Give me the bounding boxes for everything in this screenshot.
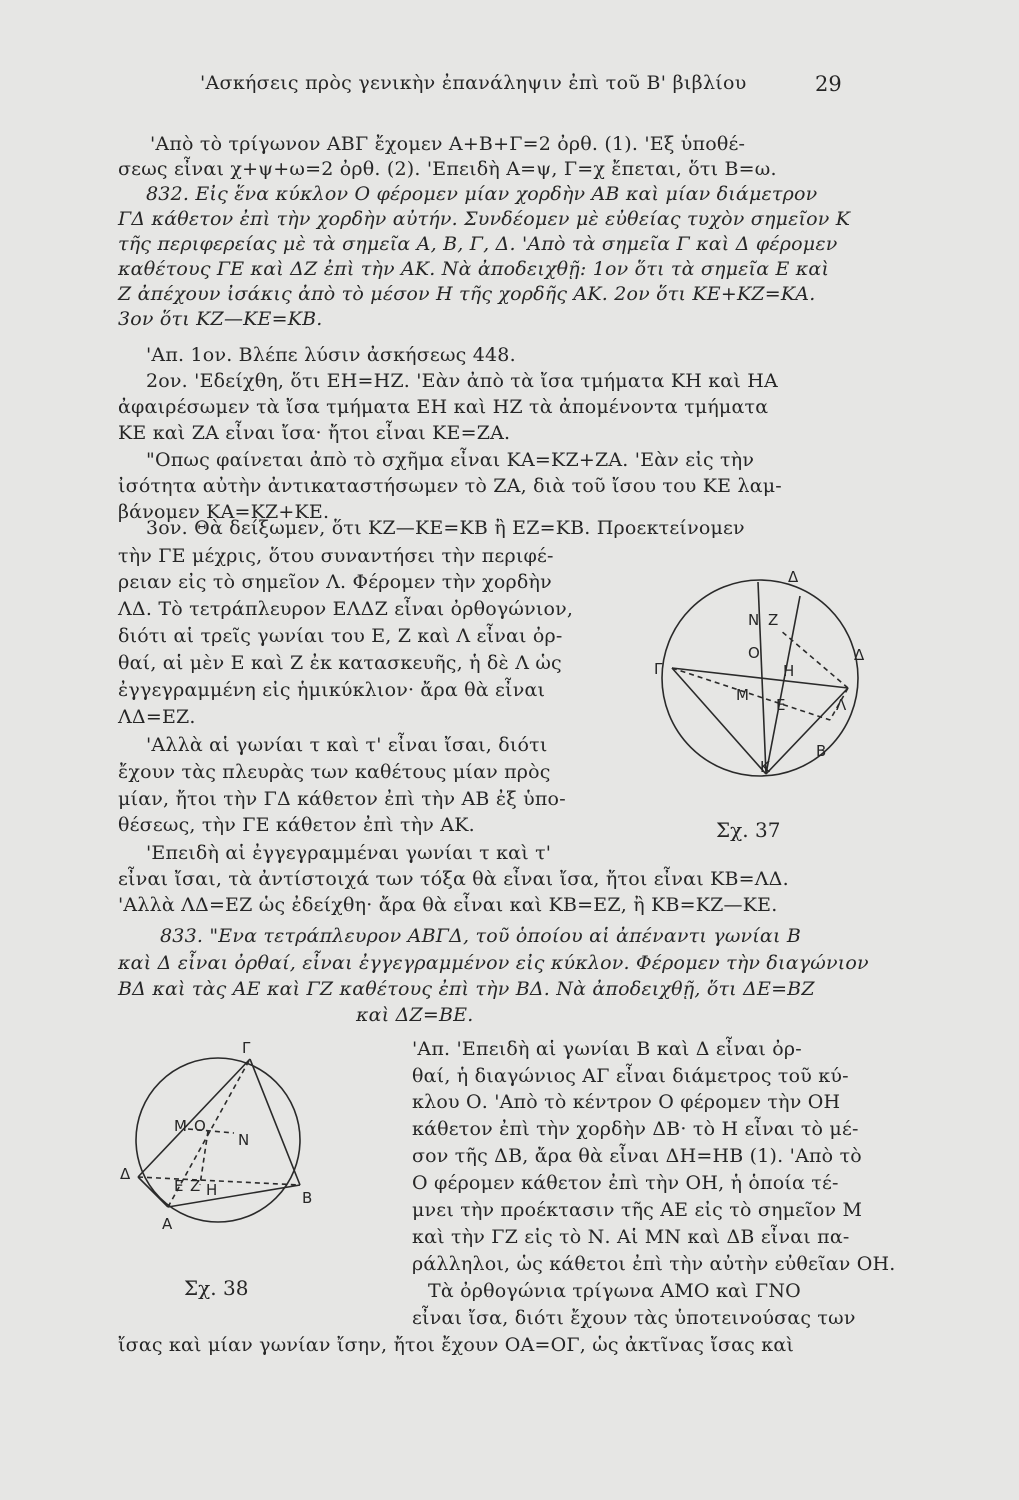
- page-number: 29: [815, 72, 842, 96]
- fig37-diameter: [672, 668, 848, 688]
- text-line: ἰσότητα αὐτὴν ἀντικαταστήσωμεν τὸ ΖΑ, διὰ τοῦ ἴσου του ΚΕ λαμ-: [118, 475, 782, 497]
- fig38-label-B: B: [302, 1189, 313, 1207]
- text-line: 'Απ. 'Επειδὴ αἱ γωνίαι Β καὶ Δ εἶναι ὀρ-: [412, 1038, 802, 1060]
- fig37-label-E: E: [776, 696, 786, 714]
- text-line: ἔχουν τὰς πλευρὰς των καθέτους μίαν πρὸς: [118, 761, 551, 783]
- exercise-832-heading: 832. Εἰς ἕνα κύκλον Ο φέρομεν μίαν χορδὴν ΑΒ καὶ μίαν διάμετρον: [146, 183, 818, 205]
- figure-37-caption: Σχ. 37: [716, 818, 781, 842]
- text-line: 'Αλλὰ αἱ γωνίαι τ καὶ τ' εἶναι ἴσαι, διότι: [146, 734, 548, 756]
- text-line: σεως εἶναι χ+ψ+ω=2 ὀρθ. (2). 'Επειδὴ Α=ψ, Γ=χ ἔπεται, ὅτι Β=ω.: [118, 158, 777, 180]
- fig38-diagonal-DB: [138, 1177, 300, 1185]
- text-line: καθέτους ΓΕ καὶ ΔΖ ἐπὶ τὴν ΑΚ. Νὰ ἀποδειχθῇ: 1ον ὅτι τὰ σημεῖα Ε καὶ: [118, 258, 830, 280]
- fig37-label-Gamma: Γ: [654, 660, 663, 678]
- text-line: ράλληλοι, ὡς κάθετοι ἐπὶ τὴν αὐτὴν εὐθεῖαν ΟΗ.: [412, 1253, 896, 1275]
- fig38-label-Z: Z: [190, 1177, 201, 1195]
- fig37-label-O: O: [748, 644, 760, 662]
- fig37-label-Delta-top: Δ: [788, 568, 799, 586]
- text-line: ἀφαιρέσωμεν τὰ ἴσα τμήματα ΕΗ καὶ ΗΖ τὰ ἀπομένοντα τμήματα: [118, 396, 769, 418]
- text-line: καὶ Δ εἶναι ὀρθαί, εἶναι ἐγγεγραμμένον εἰς κύκλον. Φέρομεν τὴν διαγώνιον: [118, 952, 869, 974]
- text-line: 'Απὸ τὸ τρίγωνον ΑΒΓ ἔχομεν Α+Β+Γ=2 ὀρθ. (1). 'Εξ ὑποθέ-: [150, 133, 746, 155]
- fig38-label-N: N: [238, 1131, 250, 1149]
- fig37-label-K: K: [760, 758, 770, 776]
- text-line: ΓΔ κάθετον ἐπὶ τὴν χορδὴν αὐτήν. Συνδέομεν μὲ εὐθείας τυχὸν σημεῖον Κ: [118, 208, 851, 230]
- text-line: εἶναι ἴσαι, τὰ ἀντίστοιχά των τόξα θὰ εἶναι ἴσα, ἤτοι εἶναι ΚΒ=ΛΔ.: [118, 868, 789, 890]
- text-line: κάθετον ἐπὶ τὴν χορδὴν ΔΒ· τὸ Η εἶναι τὸ μέ-: [412, 1118, 859, 1140]
- running-header: 'Ασκήσεις πρὸς γενικὴν ἐπανάληψιν ἐπὶ τοῦ Β' βιβλίου: [200, 72, 747, 94]
- text-line: ἐγγεγραμμένη εἰς ἡμικύκλιον· ἄρα θὰ εἶναι: [118, 679, 546, 701]
- fig38-label-O: O: [194, 1117, 206, 1135]
- figure-37-diagram: [640, 560, 880, 790]
- fig37-label-Z: Z: [768, 611, 779, 629]
- fig37-label-Delta: Δ: [854, 646, 865, 664]
- text-line: Ο φέρομεν κάθετον ἐπὶ τὴν ΟΗ, ἡ ὁποία τέ-: [412, 1172, 839, 1194]
- fig37-label-M: M: [736, 686, 749, 704]
- text-line: κλου Ο. 'Απὸ τὸ κέντρον Ο φέρομεν τὴν ΟΗ: [412, 1091, 841, 1113]
- text-line: 2ον. 'Εδείχθη, ὅτι ΕΗ=ΗΖ. 'Εὰν ἀπὸ τὰ ἴσα τμήματα ΚΗ καὶ ΗΑ: [146, 370, 778, 392]
- text-line: ΒΔ καὶ τὰς ΑΕ καὶ ΓΖ καθέτους ἐπὶ τὴν ΒΔ. Νὰ ἀποδειχθῇ, ὅτι ΔΕ=ΒΖ: [118, 978, 815, 1000]
- text-line: 3ον. Θὰ δείξωμεν, ὅτι ΚΖ—ΚΕ=ΚΒ ἢ ΕΖ=ΚΒ. Προεκτείνομεν: [146, 517, 745, 539]
- text-line: ΛΔ=ΕΖ.: [118, 706, 196, 728]
- fig37-label-Lambda: Λ: [836, 696, 847, 714]
- text-line: σον τῆς ΔΒ, ἄρα θὰ εἶναι ΔΗ=ΗΒ (1). 'Απὸ τὸ: [412, 1145, 862, 1167]
- fig38-label-E: E: [174, 1177, 184, 1195]
- text-line: 3ον ὅτι ΚΖ—ΚΕ=ΚΒ.: [118, 308, 323, 330]
- fig38-circle: [136, 1058, 300, 1222]
- fig38-label-A: A: [162, 1215, 173, 1233]
- text-line: 'Αλλὰ ΛΔ=ΕΖ ὡς ἐδείχθη· ἄρα θὰ εἶναι καὶ ΚΒ=ΕΖ, ἢ ΚΒ=ΚΖ—ΚΕ.: [118, 894, 778, 916]
- text-line: μνει τὴν προέκτασιν τῆς ΑΕ εἰς τὸ σημεῖον Μ: [412, 1199, 863, 1221]
- fig37-label-N: N: [748, 611, 760, 629]
- text-line: τὴν ΓΕ μέχρις, ὅτου συναντήσει τὴν περιφέ-: [118, 545, 554, 567]
- text-line: 'Απ. 1ον. Βλέπε λύσιν ἀσκήσεως 448.: [146, 344, 516, 366]
- fig38-perp-OH: [200, 1131, 208, 1185]
- fig38-label-M: M: [174, 1117, 187, 1135]
- fig38-label-Delta: Δ: [120, 1165, 131, 1183]
- text-line: καὶ τὴν ΓΖ εἰς τὸ Ν. Αἱ ΜΝ καὶ ΔΒ εἶναι πα-: [412, 1226, 850, 1248]
- text-line: Ζ ἀπέχουν ἰσάκις ἀπὸ τὸ μέσον Η τῆς χορδῆς ΑΚ. 2ον ὅτι ΚΕ+ΚΖ=ΚΑ.: [118, 283, 816, 305]
- text-line: 'Επειδὴ αἱ ἐγγεγραμμέναι γωνίαι τ καὶ τ': [146, 842, 552, 864]
- text-line: βάνομεν ΚΑ=ΚΖ+ΚΕ.: [118, 501, 330, 523]
- text-line: διότι αἱ τρεῖς γωνίαι του Ε, Ζ καὶ Λ εἶναι ὀρ-: [118, 625, 563, 647]
- exercise-833-heading: 833. "Ενα τετράπλευρον ΑΒΓΔ, τοῦ ὁποίου αἱ ἀπέναντι γωνίαι Β: [160, 925, 802, 947]
- figure-38-diagram: [110, 1035, 330, 1245]
- fig38-side-GB: [250, 1059, 300, 1185]
- fig38-side-AD: [138, 1177, 168, 1207]
- text-line: τῆς περιφερείας μὲ τὰ σημεῖα Α, Β, Γ, Δ. 'Απὸ τὰ σημεῖα Γ καὶ Δ φέρομεν: [118, 233, 838, 255]
- figure-38-caption: Σχ. 38: [184, 1276, 249, 1300]
- text-line: ρειαν εἰς τὸ σημεῖον Λ. Φέρομεν τὴν χορδὴν: [118, 571, 552, 593]
- text-line: ΚΕ καὶ ΖΑ εἶναι ἴσα· ἤτοι εἶναι ΚΕ=ΖΑ.: [118, 422, 511, 444]
- text-line: θέσεως, τὴν ΓΕ κάθετον ἐπὶ τὴν ΑΚ.: [118, 814, 475, 836]
- text-line: ΛΔ. Τὸ τετράπλευρον ΕΛΔΖ εἶναι ὀρθογώνιον,: [118, 598, 574, 620]
- fig37-label-H: H: [783, 662, 795, 680]
- text-line: καὶ ΔΖ=ΒΕ.: [356, 1004, 474, 1026]
- text-line: "Οπως φαίνεται ἀπὸ τὸ σχῆμα εἶναι ΚΑ=ΚΖ+ΖΑ. 'Εὰν εἰς τὴν: [146, 449, 755, 471]
- text-line: ἴσας καὶ μίαν γωνίαν ἴσην, ἤτοι ἔχουν ΟΑ=ΟΓ, ὡς ἀκτῖνας ἴσας καὶ: [118, 1334, 794, 1356]
- fig38-label-H: H: [206, 1181, 218, 1199]
- text-line: θαί, ἡ διαγώνιος ΑΓ εἶναι διάμετρος τοῦ κύ-: [412, 1065, 849, 1087]
- fig38-label-Gamma: Γ: [242, 1039, 251, 1057]
- text-line: μίαν, ἤτοι τὴν ΓΔ κάθετον ἐπὶ τὴν ΑΒ ἐξ ὑπο-: [118, 788, 566, 810]
- text-line: θαί, αἱ μὲν Ε καὶ Ζ ἐκ κατασκευῆς, ἡ δὲ Λ ὡς: [118, 652, 562, 674]
- text-line: εἶναι ἴσα, διότι ἔχουν τὰς ὑποτεινούσας των: [412, 1307, 856, 1329]
- fig37-label-B: B: [816, 742, 827, 760]
- fig38-side-BA: [168, 1185, 300, 1207]
- text-line: Τὰ ὀρθογώνια τρίγωνα ΑΜΟ καὶ ΓΝΟ: [428, 1280, 801, 1302]
